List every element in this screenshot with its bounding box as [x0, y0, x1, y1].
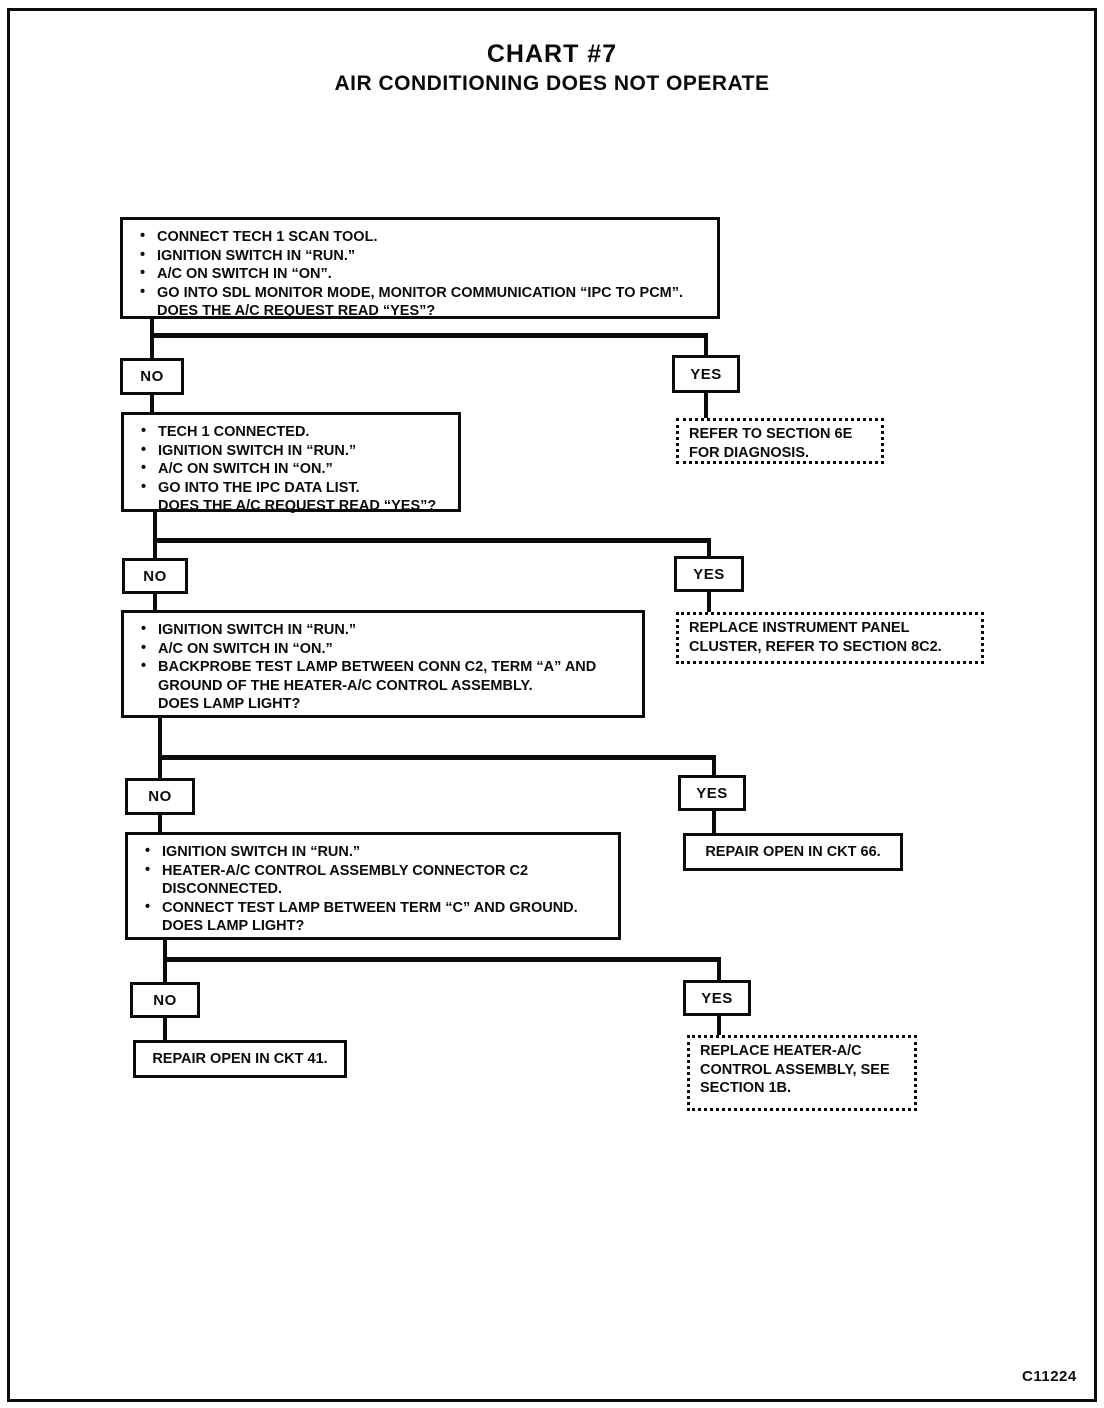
step-box-3	[121, 610, 645, 718]
box-line-text: A/C ON SWITCH IN “ON.”	[158, 461, 333, 478]
no-box-1: NO	[120, 358, 184, 395]
box-line-text: DOES THE A/C REQUEST READ “YES”?	[157, 303, 436, 320]
box-line-text: DOES LAMP LIGHT?	[158, 696, 301, 713]
box-line-text: CONNECT TECH 1 SCAN TOOL.	[157, 229, 378, 245]
step-box-4	[125, 832, 621, 940]
box-line-text: CLUSTER, REFER TO SECTION 8C2.	[689, 638, 942, 655]
box-line-text: FOR DIAGNOSIS.	[689, 444, 810, 461]
box-line-text: IGNITION SWITCH IN “RUN.”	[158, 622, 357, 638]
box-line-text: REFER TO SECTION 6E	[689, 426, 853, 442]
yes-box-3: YES	[678, 775, 746, 811]
connector-yes1-down	[704, 393, 708, 418]
no-box-3: NO	[125, 778, 195, 815]
connector-step3-left-vertical	[158, 718, 162, 778]
connector-step2-left-vertical	[153, 512, 157, 558]
bullet-marker: •	[141, 658, 147, 675]
bullet-marker: •	[145, 898, 151, 915]
box-line	[705, 843, 880, 862]
connector-step4-horizontal	[163, 957, 721, 962]
yes-box-2: YES	[674, 556, 744, 592]
box-line	[132, 442, 450, 461]
connector-step1-right-vertical	[704, 336, 708, 356]
box-line	[136, 917, 610, 936]
no-box-4: NO	[130, 982, 200, 1018]
box-line	[131, 302, 709, 321]
box-line	[689, 619, 971, 638]
connector-yes4-down	[717, 1016, 721, 1035]
connector-no1-down	[150, 395, 154, 412]
yes-box-1: YES	[672, 355, 740, 393]
bullet-marker: •	[141, 460, 147, 477]
yes-box-4: YES	[683, 980, 751, 1016]
step-box-2	[121, 412, 461, 515]
box-line-text: A/C ON SWITCH IN “ON”.	[157, 266, 332, 283]
box-line	[132, 479, 450, 498]
connector-step3-right-vertical	[712, 760, 716, 775]
box-line-text: BACKPROBE TEST LAMP BETWEEN CONN C2, TERM “A” AND	[158, 659, 597, 676]
bullet-marker: •	[145, 843, 151, 859]
bullet-marker: •	[140, 246, 146, 263]
box-line	[131, 228, 709, 247]
connector-step1-horizontal	[150, 333, 708, 338]
box-line-text: REPAIR OPEN IN CKT 41.	[152, 1050, 328, 1067]
box-line	[152, 1050, 327, 1069]
terminal-repair-ckt-66	[683, 833, 903, 871]
box-line	[132, 460, 450, 479]
box-line	[689, 425, 871, 444]
box-line	[136, 880, 610, 899]
box-line-text: GROUND OF THE HEATER-A/C CONTROL ASSEMBLY.	[158, 677, 533, 694]
box-line-text: A/C ON SWITCH IN “ON.”	[158, 640, 333, 657]
box-line	[132, 497, 450, 516]
box-line-text: HEATER-A/C CONTROL ASSEMBLY CONNECTOR C2	[162, 862, 529, 879]
box-line	[700, 1042, 904, 1061]
box-line	[700, 1079, 904, 1098]
box-line	[689, 444, 871, 463]
connector-step4-right-vertical	[717, 962, 721, 980]
box-line-text: REPLACE INSTRUMENT PANEL	[689, 620, 910, 636]
bullet-marker: •	[140, 228, 146, 244]
bullet-marker: •	[141, 639, 147, 656]
terminal-replace-heater-ac-control	[687, 1035, 917, 1111]
box-line	[132, 621, 634, 640]
bullet-marker: •	[145, 861, 151, 878]
box-line-text: TECH 1 CONNECTED.	[158, 424, 310, 440]
connector-yes3-down	[712, 811, 716, 833]
box-line-text: REPLACE HEATER-A/C	[700, 1043, 862, 1059]
box-line	[131, 265, 709, 284]
box-line-text: SECTION 1B.	[700, 1080, 792, 1097]
terminal-replace-instrument-cluster	[676, 612, 984, 664]
box-line-text: CONTROL ASSEMBLY, SEE	[700, 1061, 890, 1078]
bullet-marker: •	[140, 283, 146, 300]
bullet-marker: •	[141, 441, 147, 458]
bullet-marker: •	[141, 423, 147, 439]
bullet-marker: •	[141, 478, 147, 495]
box-line-text: DOES THE A/C REQUEST READ “YES”?	[158, 498, 437, 515]
box-line	[131, 247, 709, 266]
box-line-text: CONNECT TEST LAMP BETWEEN TERM “C” AND GROUND.	[162, 899, 578, 916]
box-line	[136, 899, 610, 918]
connector-no3-down	[158, 815, 162, 832]
box-line	[132, 640, 634, 659]
connector-no2-down	[153, 594, 157, 610]
box-line	[131, 284, 709, 303]
connector-step2-horizontal	[153, 538, 711, 543]
box-line-text: GO INTO THE IPC DATA LIST.	[158, 479, 360, 496]
box-line	[132, 695, 634, 714]
terminal-refer-section-6e	[676, 418, 884, 464]
figure-code: C11224	[1022, 1368, 1077, 1385]
box-line-text: DOES LAMP LIGHT?	[162, 918, 305, 935]
connector-step3-horizontal	[158, 755, 716, 760]
connector-step1-left-vertical	[150, 318, 154, 358]
box-line-text: GO INTO SDL MONITOR MODE, MONITOR COMMUNICATION “IPC TO PCM”.	[157, 284, 684, 301]
box-line	[132, 423, 450, 442]
connector-no4-down	[163, 1018, 167, 1040]
bullet-marker: •	[140, 265, 146, 282]
step-box-1	[120, 217, 720, 319]
box-line	[136, 843, 610, 862]
box-line	[132, 677, 634, 696]
box-line-text: IGNITION SWITCH IN “RUN.”	[158, 442, 357, 459]
chart-title: CHART #7	[486, 40, 618, 68]
box-line	[136, 862, 610, 881]
box-line-text: IGNITION SWITCH IN “RUN.”	[162, 844, 361, 860]
box-line	[700, 1061, 904, 1080]
no-box-2: NO	[122, 558, 188, 594]
bullet-marker: •	[141, 621, 147, 637]
box-line-text: DISCONNECTED.	[162, 881, 283, 898]
box-line	[132, 658, 634, 677]
box-line-text: REPAIR OPEN IN CKT 66.	[705, 843, 881, 860]
box-line	[689, 638, 971, 657]
terminal-repair-ckt-41	[133, 1040, 347, 1078]
chart-subtitle: AIR CONDITIONING DOES NOT OPERATE	[334, 72, 770, 95]
box-line-text: IGNITION SWITCH IN “RUN.”	[157, 247, 356, 264]
connector-yes2-down	[707, 592, 711, 612]
connector-step2-right-vertical	[707, 542, 711, 556]
